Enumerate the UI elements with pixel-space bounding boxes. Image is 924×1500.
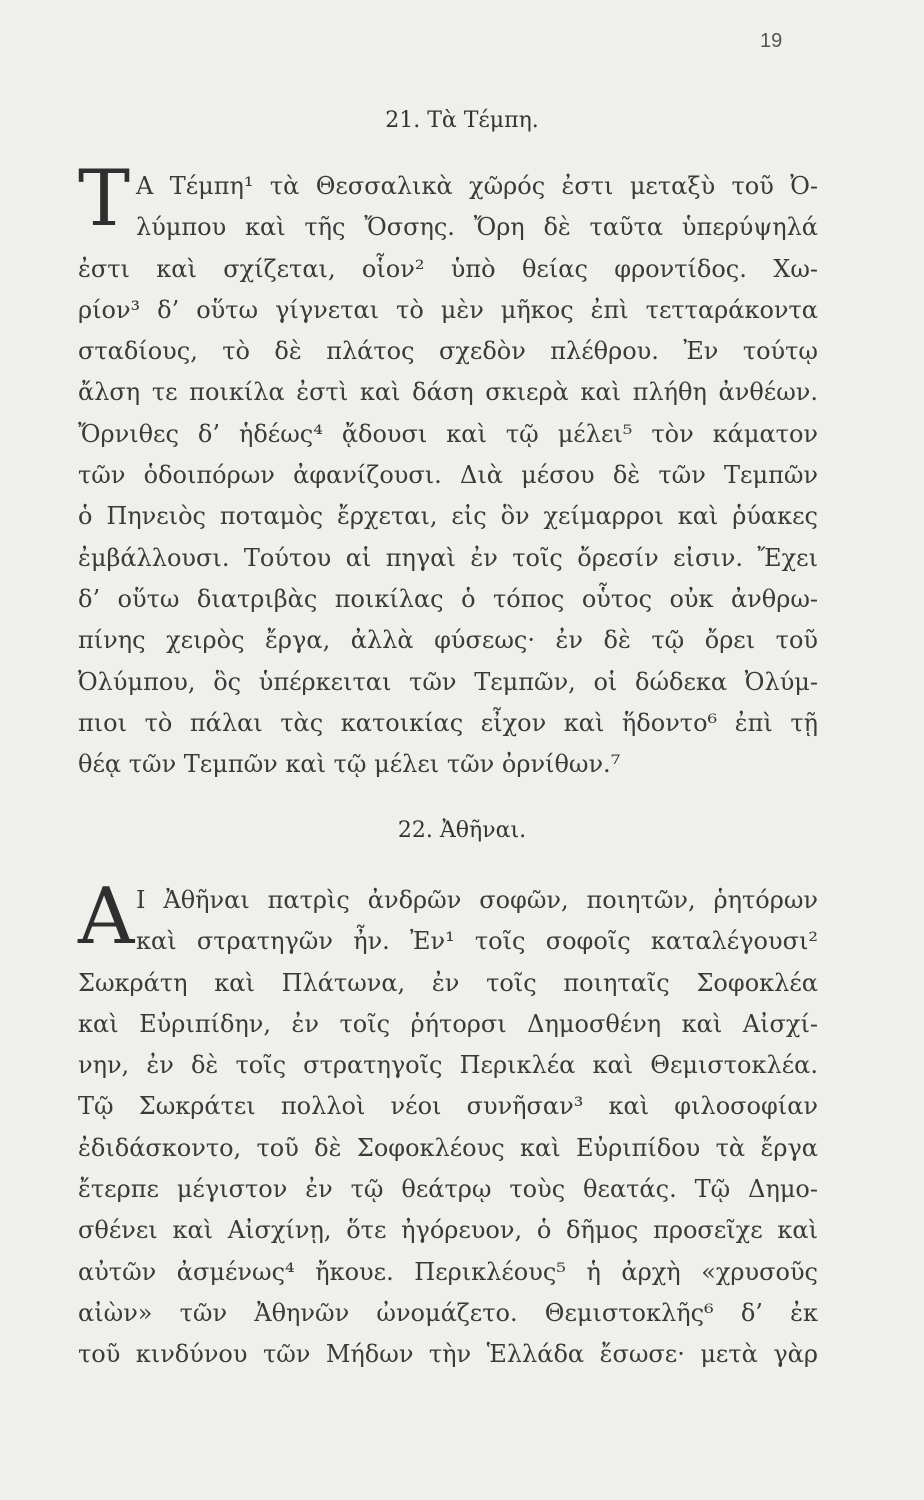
text-line: πίνης χειρὸς ἔργα, ἀλλὰ φύσεως· ἐν δὲ τῷ ὄρει τοῦ — [78, 626, 818, 655]
text-line: ἔτερπε μέγιστον ἐν τῷ θεάτρῳ τοὺς θεατάς. Τῷ Δημο- — [78, 1175, 818, 1204]
text-line: Σωκράτη καὶ Πλάτωνα, ἐν τοῖς ποιηταῖς Σοφοκλέα — [78, 968, 818, 997]
text-line: θέᾳ τῶν Τεμπῶν καὶ τῷ μέλει τῶν ὀρνίθων.⁷ — [78, 750, 621, 779]
text-line: τοῦ κινδύνου τῶν Μήδων τὴν Ἑλλάδα ἔσωσε· μετὰ γὰρ — [78, 1340, 818, 1369]
section-paragraph — [78, 872, 818, 1376]
text-line: αἰὼν» τῶν Ἀθηνῶν ὠνομάζετο. Θεμιστοκλῆς⁶ δ’ ἐκ — [78, 1298, 818, 1327]
text-line: ἐδιδάσκοντο, τοῦ δὲ Σοφοκλέους καὶ Εὐριπίδου τὰ ἔργα — [78, 1133, 818, 1162]
text-line: Ὀλύμπου, ὃς ὑπέρκειται τῶν Τεμπῶν, οἱ δώδεκα Ὀλύμ- — [78, 667, 818, 696]
text-line: δ’ οὕτω διατριβὰς ποικίλας ὁ τόπος οὗτος οὐκ ἀνθρω- — [78, 584, 818, 613]
text-line: αὐτῶν ἀσμένως⁴ ἤκουε. Περικλέους⁵ ἡ ἀρχὴ «χρυσοῦς — [78, 1257, 818, 1286]
text-line: ἐστι καὶ σχίζεται, οἷον² ὑπὸ θείας φροντίδος. Χω- — [78, 254, 818, 283]
text-line: σθένει καὶ Αἰσχίνῃ, ὅτε ἠγόρευον, ὁ δῆμος προσεῖχε καὶ — [78, 1216, 818, 1245]
text-line: ὁ Πηνειὸς ποταμὸς ἔρχεται, εἰς ὃν χείμαρροι καὶ ῥύακες — [78, 502, 818, 531]
text-line: Τῷ Σωκράτει πολλοὶ νέοι συνῆσαν³ καὶ φιλοσοφίαν — [78, 1092, 818, 1121]
text-line: ἐμβάλλουσι. Τούτου αἱ πηγαὶ ἐν τοῖς ὄρεσίν εἰσιν. Ἔχει — [78, 543, 818, 572]
text-line: νην, ἐν δὲ τοῖς στρατηγοῖς Περικλέα καὶ Θεμιστοκλέα. — [78, 1051, 818, 1080]
text-line: Ι Ἀθῆναι πατρὶς ἀνδρῶν σοφῶν, ποιητῶν, ῥητόρων — [136, 886, 818, 914]
section-paragraph — [78, 166, 818, 785]
text-line: λύμπου καὶ τῆς Ὄσσης. Ὄρη δὲ ταῦτα ὑπερύψηλά — [136, 213, 818, 242]
page-number: 19 — [760, 30, 783, 52]
text-line: Α Τέμπη¹ τὰ Θεσσαλικὰ χῶρός ἐστι μεταξὺ τοῦ Ὀ- — [136, 172, 818, 200]
text-line: ἄλση τε ποικίλα ἐστὶ καὶ δάση σκιερὰ καὶ πλήθη ἀνθέων. — [78, 378, 818, 407]
text-line: καὶ Εὐριπίδην, ἐν τοῖς ῥήτορσι Δημοσθένη καὶ Αἰσχί- — [78, 1009, 818, 1038]
text-line: ρίον³ δ’ οὕτω γίγνεται τὸ μὲν μῆκος ἐπὶ τετταράκοντα — [78, 295, 818, 324]
drop-cap: Α — [78, 872, 135, 962]
section-title: 21. Τὰ Τέμπη. — [385, 108, 539, 133]
section-title: 22. Ἀθῆναι. — [397, 818, 527, 843]
text-line: πιοι τὸ πάλαι τὰς κατοικίας εἶχον καὶ ἥδοντο⁶ ἐπὶ τῇ — [78, 708, 818, 737]
text-line: σταδίους, τὸ δὲ πλάτος σχεδὸν πλέθρου. Ἐν τούτῳ — [78, 337, 818, 366]
drop-cap: Τ — [78, 154, 131, 244]
text-line: τῶν ὁδοιπόρων ἀφανίζουσι. Διὰ μέσου δὲ τῶν Τεμπῶν — [78, 461, 818, 490]
text-line: καὶ στρατηγῶν ἦν. Ἐν¹ τοῖς σοφοῖς καταλέγουσι² — [136, 927, 818, 956]
text-line: Ὄρνιθες δ’ ἡδέως⁴ ᾄδουσι καὶ τῷ μέλει⁵ τὸν κάματον — [78, 419, 818, 448]
